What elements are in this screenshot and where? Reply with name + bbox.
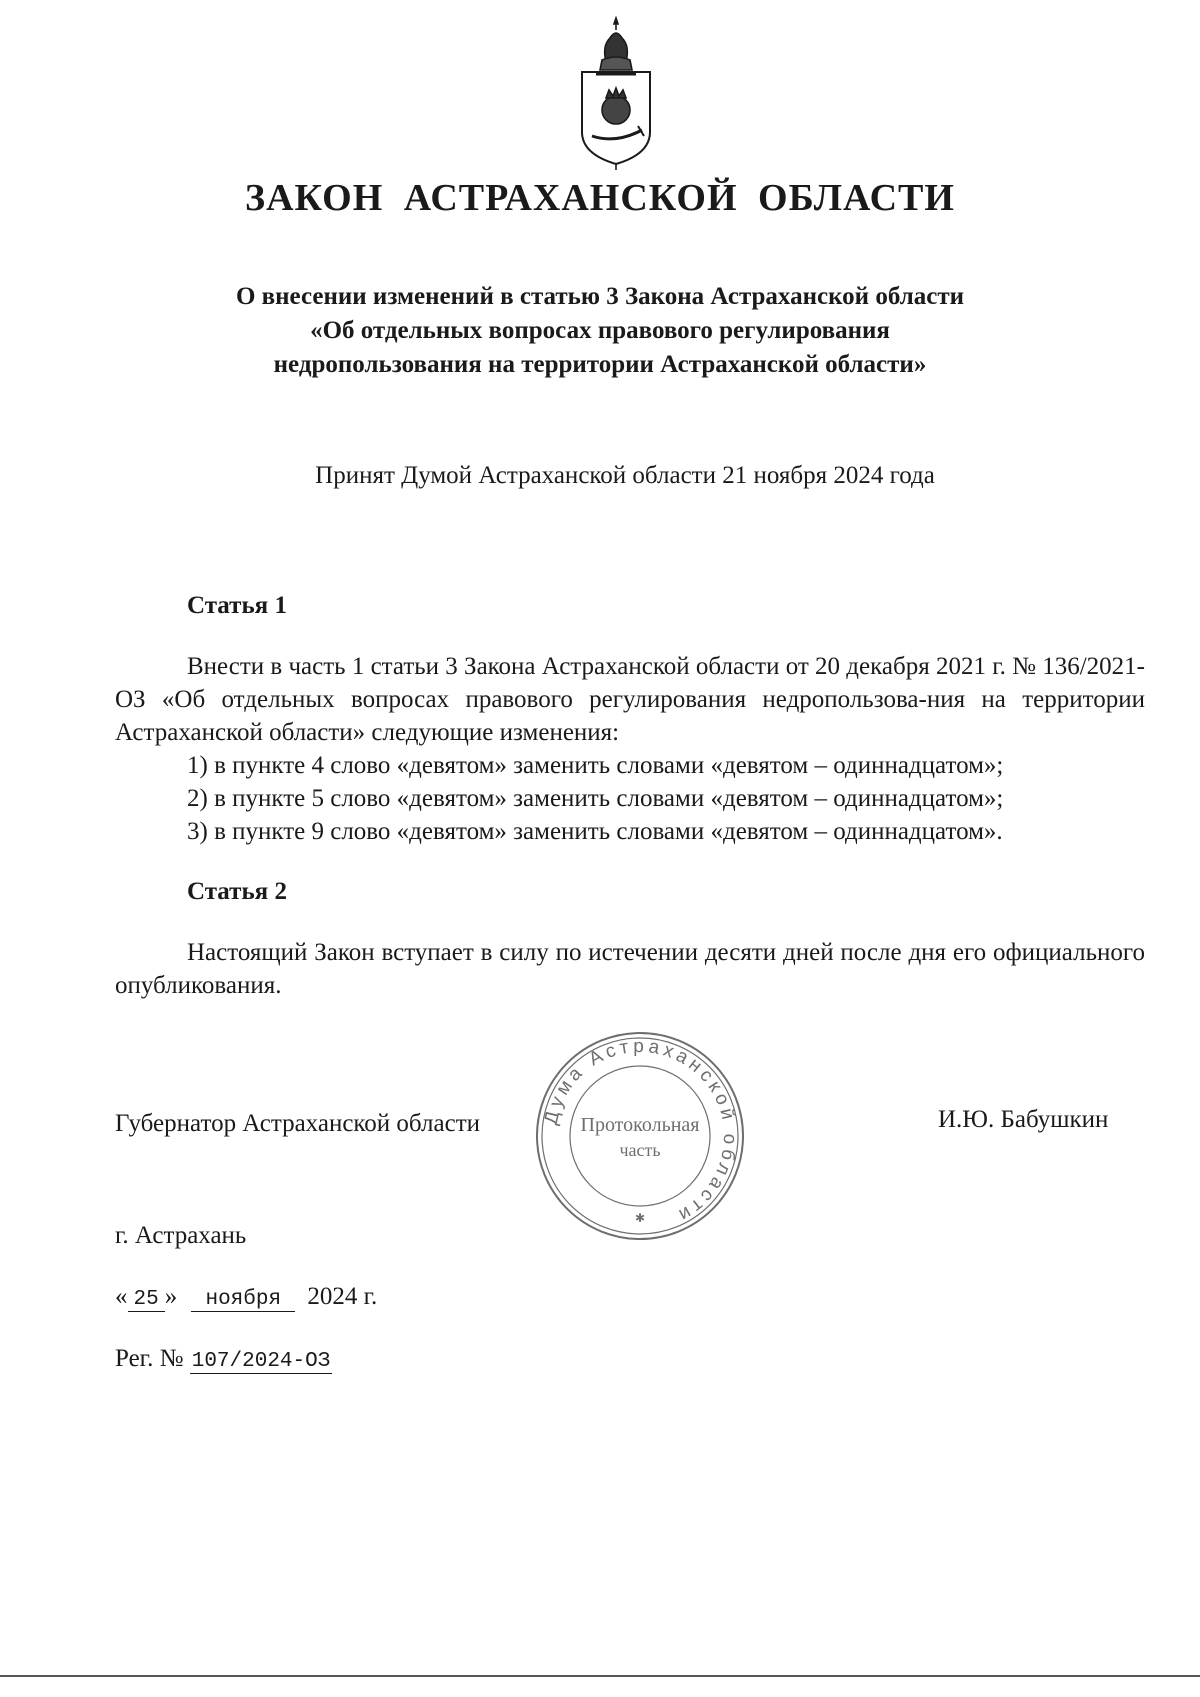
date-year: 2024 г. <box>307 1283 378 1310</box>
article-2-text: Настоящий Закон вступает в силу по истечении десяти дней после дня его официального опубликования. <box>115 939 1145 999</box>
law-subtitle <box>150 280 1050 382</box>
article-2-heading: Статья 2 <box>187 878 287 905</box>
astrakhan-coat-of-arms-icon <box>576 16 656 170</box>
list-item: 1) в пункте 4 слово «девятом» заменить словами «девятом – одиннадцатом»; <box>187 752 1004 779</box>
article-2-body <box>115 936 1145 1002</box>
official-stamp <box>534 1030 746 1242</box>
signing-date <box>115 1283 377 1311</box>
subtitle-line: недропользования на территории Астраханской области» <box>273 351 927 378</box>
page-bottom-rule <box>0 1675 1200 1677</box>
date-month: ноября <box>191 1288 295 1312</box>
stamp-ring-text: Дума Астраханской области <box>540 1035 741 1228</box>
article-1-text: Внести в часть 1 статьи 3 Закона Астраханской области от 20 декабря 2021 г. № 136/2021-ОЗ «Об отдельных вопросах правового регулирования недропользова-ния на территории Астраханской области» следующие изменения: <box>115 653 1145 746</box>
date-day: 25 <box>128 1288 165 1312</box>
stamp-star-icon: ✱ <box>634 1211 646 1225</box>
date-quote-open: « <box>115 1283 128 1310</box>
list-item: 2) в пункте 5 слово «девятом» заменить словами «девятом – одиннадцатом»; <box>187 785 1004 812</box>
stamp-center-line: Протокольная <box>580 1114 700 1136</box>
signatory-position: Губернатор Астраханской области <box>115 1110 481 1137</box>
stamp-center-line: часть <box>619 1140 661 1160</box>
list-item: 3) в пункте 9 слово «девятом» заменить словами «девятом – одиннадцатом». <box>187 818 1003 845</box>
document-title: ЗАКОН АСТРАХАНСКОЙ ОБЛАСТИ <box>245 177 955 219</box>
reg-number: 107/2024-ОЗ <box>191 1350 331 1373</box>
city: г. Астрахань <box>115 1222 247 1249</box>
article-1-heading: Статья 1 <box>187 592 287 619</box>
reg-label: Рег. № <box>115 1345 184 1372</box>
adoption-note: Принят Думой Астраханской области 21 ноября 2024 года <box>315 462 935 489</box>
date-quote-close: » <box>164 1283 178 1310</box>
subtitle-line: «Об отдельных вопросах правового регулирования <box>310 317 890 344</box>
signatory-name: И.Ю. Бабушкин <box>938 1106 1109 1133</box>
registration-number <box>115 1345 332 1373</box>
article-1-body <box>115 650 1145 848</box>
subtitle-line: О внесении изменений в статью 3 Закона Астраханской области <box>235 283 965 310</box>
